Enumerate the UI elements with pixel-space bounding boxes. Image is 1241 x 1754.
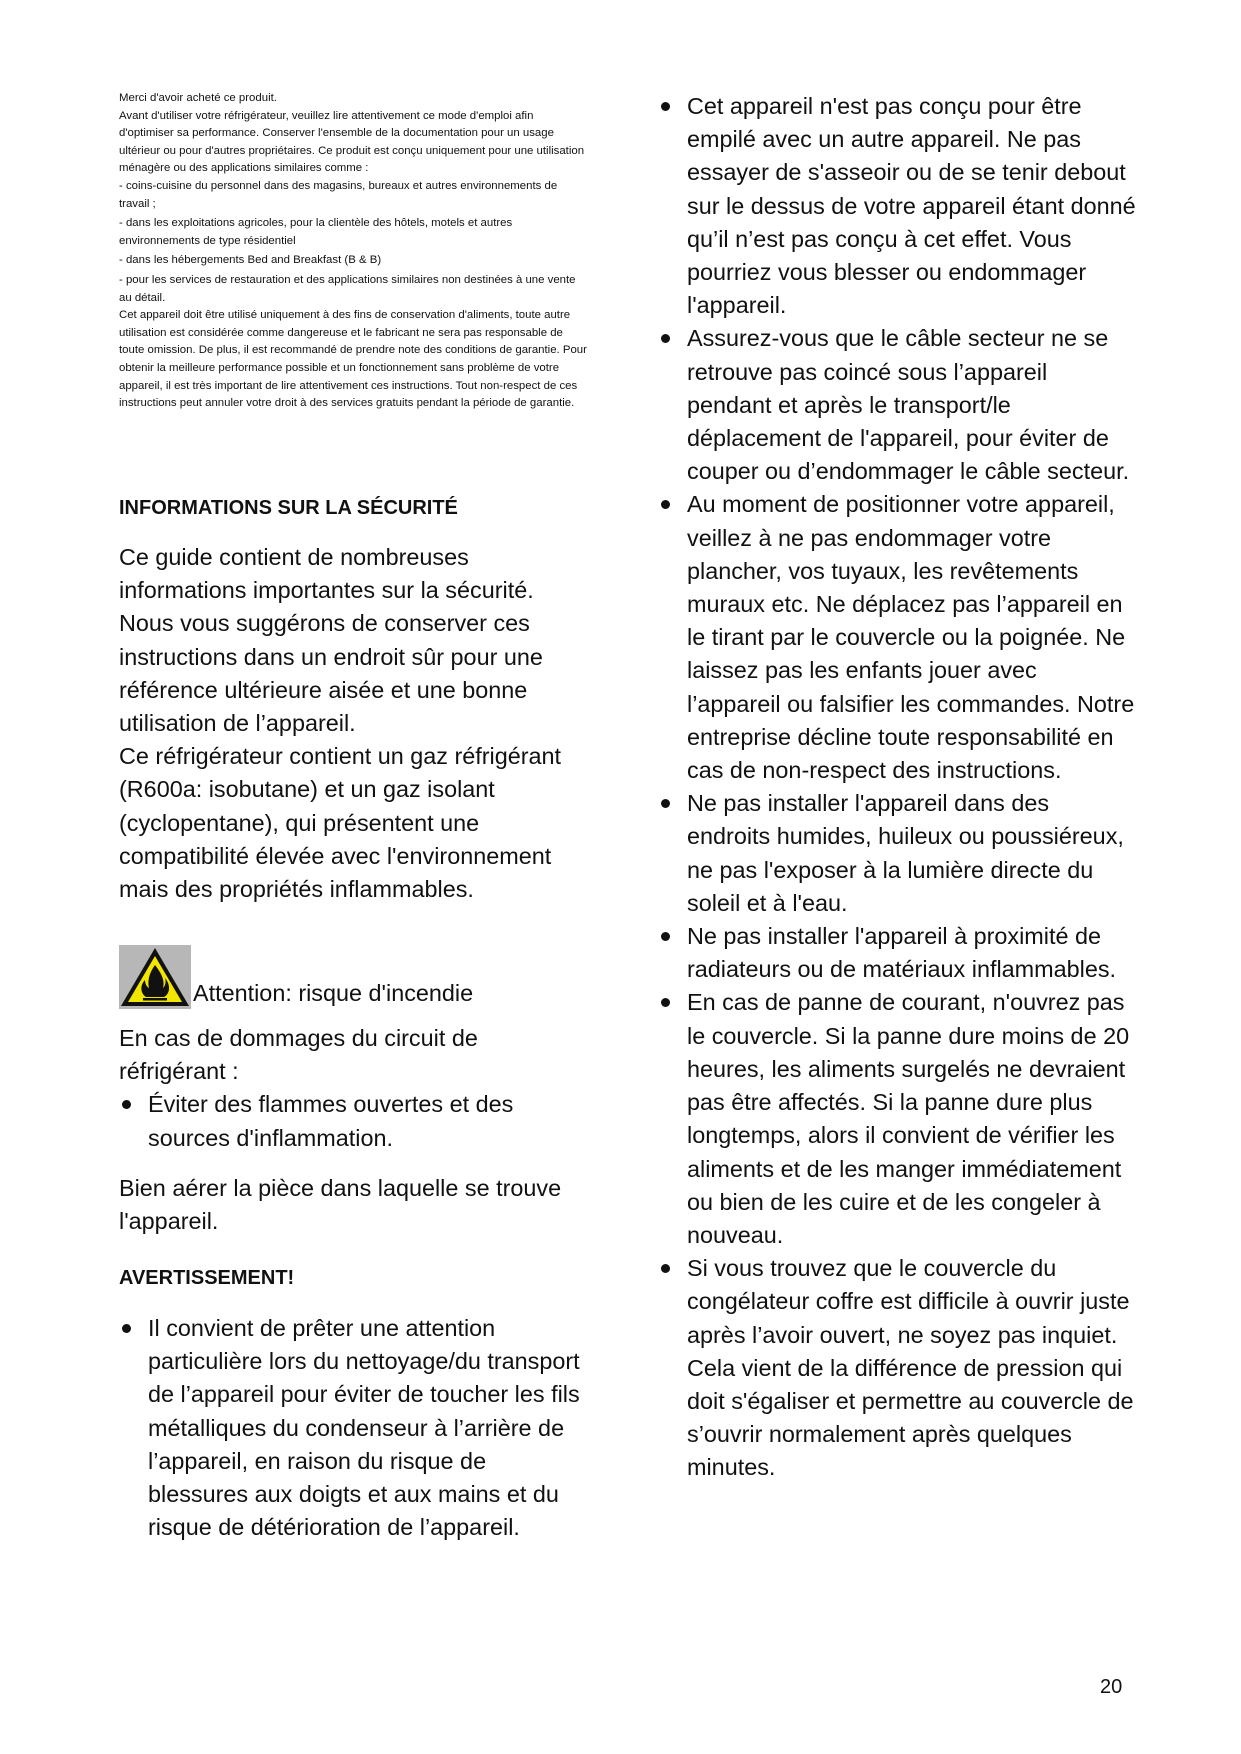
fire-warning xyxy=(119,945,589,1009)
list-item-text: Ne pas installer l'appareil dans des endroits humides, huileux ou poussiéreux, ne pas l'exposer à la lumière directe du soleil et à l'eau. xyxy=(687,790,1124,916)
list-item-text: Il convient de prêter une attention particulière lors du nettoyage/du transport de l’appareil pour éviter de toucher les fils métalliques du condenseur à l’arrière de l’appareil, en raison du risque de blessures aux doigts et aux mains et du risque de détérioration de l’appareil. xyxy=(148,1315,580,1541)
intro-text xyxy=(119,90,589,413)
list-item-text: Cet appareil n'est pas conçu pour être empilé avec un autre appareil. Ne pas essayer de s'asseoir ou de se tenir debout sur le dessus de votre appareil étant donné qu’il n’est pas conçu à cet effet. Vous pourriez vous blesser ou endommager l'appareil. xyxy=(687,93,1136,319)
damage-section xyxy=(119,1022,589,1155)
list-item xyxy=(658,1252,1136,1484)
list-item xyxy=(119,1312,589,1544)
list-item xyxy=(658,986,1136,1252)
damage-intro: En cas de dommages du circuit de réfrigérant : xyxy=(119,1025,478,1085)
right-bullet-list xyxy=(658,90,1136,1485)
list-item xyxy=(658,787,1136,920)
intro-line: - dans les hébergements Bed and Breakfast (B & B) xyxy=(119,254,382,267)
list-item-text: Assurez-vous que le câble secteur ne se retrouve pas coincé sous l’appareil pendant et après le transport/le déplacement de l'appareil, pour éviter de couper ou d’endommager le câble secteur. xyxy=(687,325,1130,485)
safety-paragraph: Ce réfrigérateur contient un gaz réfrigérant (R600a: isobutane) et un gaz isolant (cyclopentane), qui présentent une compatibilité élevée avec l'environnement mais des propriétés inflammables. xyxy=(119,743,562,903)
bullet-icon xyxy=(661,799,670,808)
intro-line: Merci d'avoir acheté ce produit. xyxy=(119,92,277,104)
intro-line: - pour les services de restauration et des applications similaires non destinées à une vente au détail. xyxy=(119,273,576,304)
list-item xyxy=(658,488,1136,787)
intro-line: - dans les exploitations agricoles, pour la clientèle des hôtels, motels et autres environnements de type résidentiel xyxy=(119,217,513,247)
safety-heading: INFORMATIONS SUR LA SÉCURITÉ xyxy=(119,497,458,519)
ventilate-paragraph xyxy=(119,1172,589,1238)
fire-warning-text: Attention: risque d'incendie xyxy=(193,980,474,1006)
list-item-text: Éviter des flammes ouvertes et des sources d'inflammation. xyxy=(148,1091,514,1151)
warning-heading: AVERTISSEMENT! xyxy=(119,1267,295,1289)
bullet-icon xyxy=(122,1100,131,1109)
intro-line: - coins-cuisine du personnel dans des magasins, bureaux et autres environnements de travail ; xyxy=(119,179,558,210)
bullet-icon xyxy=(661,998,670,1007)
list-item-text: Au moment de positionner votre appareil, veillez à ne pas endommager votre plancher, vos tuyaux, les revêtements muraux etc. Ne déplacez pas l’appareil en le tirant par le couvercle ou la poignée. Ne laissez pas les enfants jouer avec l’appareil ou falsifier les commandes. Notre entreprise décline toute responsabilité en cas de non-respect des instructions. xyxy=(687,491,1135,784)
page-number: 20 xyxy=(1100,1676,1123,1698)
list-item-text: Ne pas installer l'appareil à proximité de radiateurs ou de matériaux inflammables. xyxy=(687,923,1117,983)
bullet-icon xyxy=(661,1264,670,1273)
list-item-text: En cas de panne de courant, n'ouvrez pas le couvercle. Si la panne dure moins de 20 heures, les aliments surgelés ne devraient pas être affectés. Si la panne dure plus longtemps, alors il convient de vérifier les aliments et de les manger immédiatement ou bien de les cuire et de les congeler à nouveau. xyxy=(687,989,1130,1248)
bullet-icon xyxy=(122,1324,131,1333)
ventilate-text: Bien aérer la pièce dans laquelle se trouve l'appareil. xyxy=(119,1175,562,1235)
bullet-icon xyxy=(661,334,670,343)
warning-list xyxy=(119,1312,589,1544)
flammable-warning-icon xyxy=(119,945,191,1009)
list-item xyxy=(119,1088,589,1154)
intro-line: Cet appareil doit être utilisé uniquement à des fins de conservation d'aliments, toute autre utilisation est considérée comme dangereuse et le fabricant ne sera pas responsable de toute omission. De plus, il est recommandé de prendre note des conditions de garantie. Pour obtenir la meilleure performance possible et un fonctionnement sans problème de votre appareil, il est très important de lire attentivement ces instructions. Tout non-respect de ces instructions peut annuler votre droit à des services gratuits pendant la période de garantie. xyxy=(119,309,587,410)
list-item-text: Si vous trouvez que le couvercle du congélateur coffre est difficile à ouvrir juste après l’avoir ouvert, ne soyez pas inquiet. Cela vient de la différence de pression qui doit s'égaliser et permettre au couvercle de s’ouvrir normalement après quelques minutes. xyxy=(687,1255,1134,1481)
list-item xyxy=(658,920,1136,986)
bullet-icon xyxy=(661,500,670,509)
bullet-icon xyxy=(661,102,670,111)
list-item xyxy=(658,90,1136,322)
safety-paragraphs xyxy=(119,541,589,906)
bullet-icon xyxy=(661,932,670,941)
list-item xyxy=(658,322,1136,488)
intro-line: Avant d'utiliser votre réfrigérateur, veuillez lire attentivement ce mode d'emploi afin d'optimiser sa performance. Conserver l'ensemble de la documentation pour un usage ultérieur ou pour d'autres propriétaires. Ce produit est conçu uniquement pour une utilisation ménagère ou des applications similaires comme : xyxy=(119,109,585,175)
safety-paragraph: Ce guide contient de nombreuses informations importantes sur la sécurité. Nous vous suggérons de conserver ces instructions dans un endroit sûr pour une référence ultérieure aisée et une bonne utilisation de l’appareil. xyxy=(119,544,543,737)
